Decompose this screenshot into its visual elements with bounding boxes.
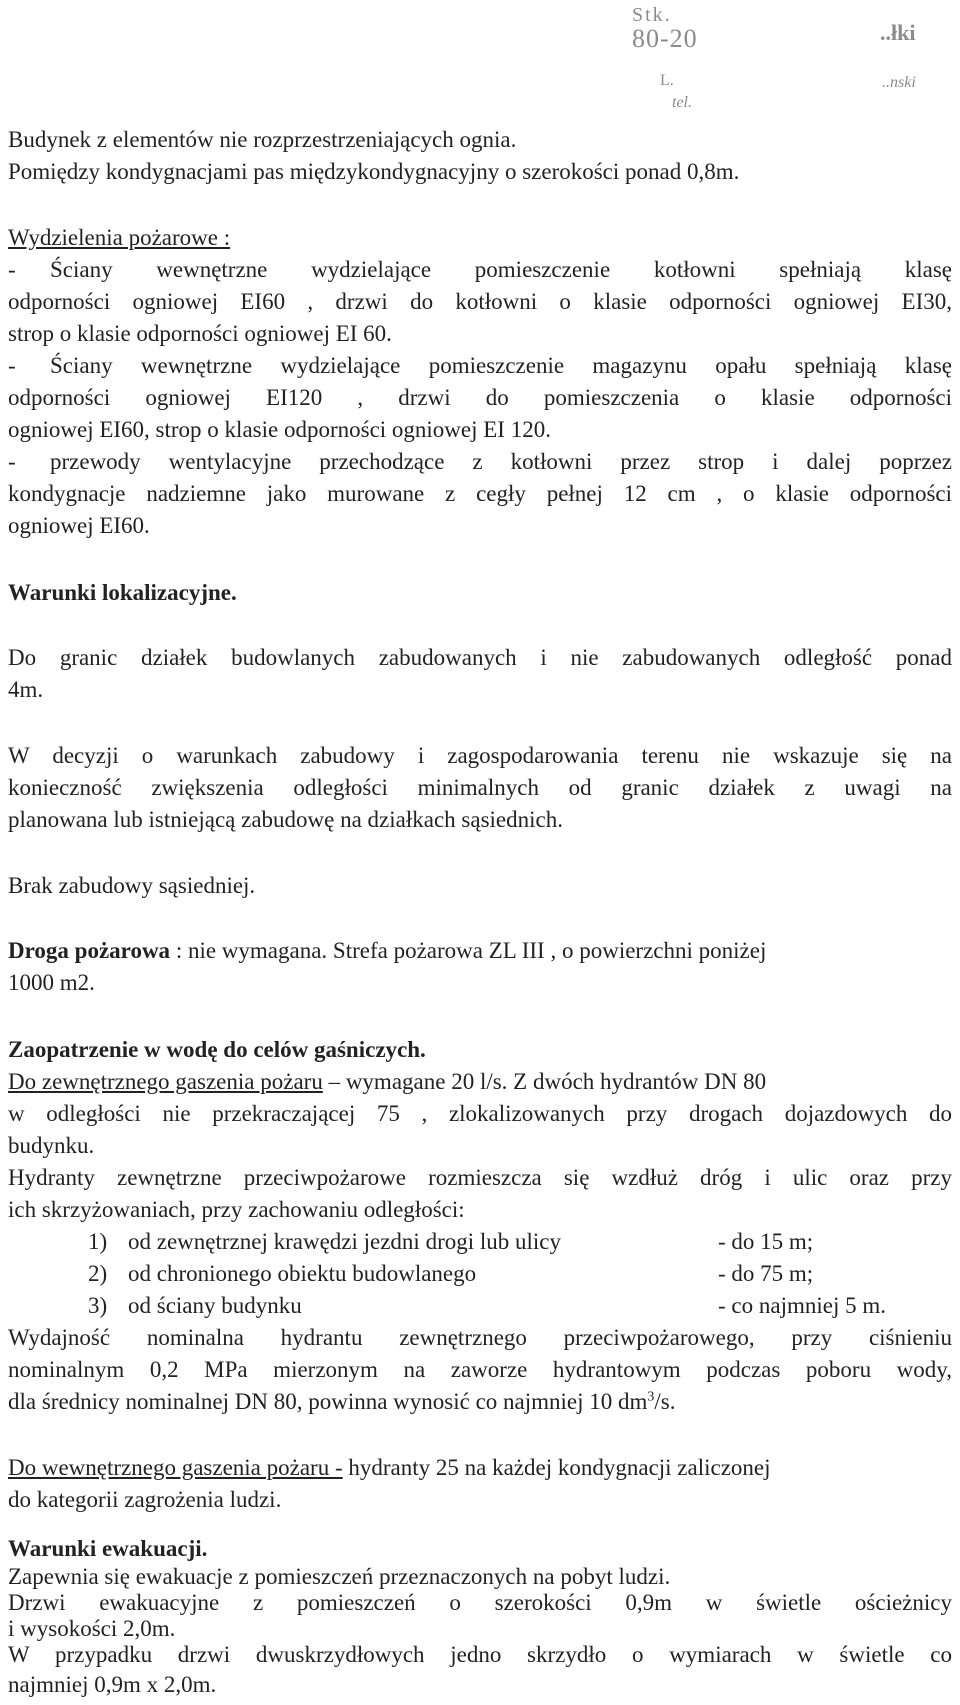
list-item-text: od chronionego obiektu budowlanego [128,1261,477,1286]
stamp-line-2: 80-20 [632,24,698,53]
text-line: Hydranty zewnętrzne przeciwpożarowe rozmieszcza się wzdłuż dróg i ulic oraz przy [8,1165,952,1190]
text-line: i wysokości 2,0m. [8,1616,176,1641]
text-line: 4m. [8,677,44,702]
stamp-line-4: tel. [672,94,692,111]
text-line [8,936,952,966]
text-segment: dla średnicy nominalnej DN 80, powinna wynosić co najmniej 10 dm [8,1389,648,1414]
text-line: budynku. [8,1133,95,1158]
text-line: odporności ogniowej EI60 , drzwi do kotłowni o klasie odporności ogniowej EI30, [8,289,952,314]
text-line: Do granic działek budowlanych zabudowanych i nie zabudowanych odległość ponad [8,645,952,670]
text-line: Ściany wewnętrzne wydzielające pomieszczenie magazynu opału spełniają klasę [50,353,952,378]
zew-text: – wymagane 20 l/s. Z dwóch hydrantów DN 80 [322,1069,767,1094]
stamp-line-1: Stk. [632,4,672,26]
text-line: Zapewnia się ewakuacje z pomieszczeń przeznaczonych na pobyt ludzi. [8,1564,671,1589]
section-heading-ewakuacja: Warunki ewakuacji. [8,1536,208,1561]
text-line: Brak zabudowy sąsiedniej. [8,873,256,898]
company-stamp [620,2,950,127]
text-line: najmniej 0,9m x 2,0m. [8,1672,217,1697]
text-line: 1000 m2. [8,970,95,995]
list-item-num: 2) [88,1261,108,1286]
text-line: nominalnym 0,2 MPa mierzonym na zaworze hydrantowym podczas poboru wody, [8,1357,952,1382]
wew-text: hydranty 25 na każdej kondygnacji zaliczonej [342,1455,771,1480]
list-item-text: od zewnętrznej krawędzi jezdni drogi lub ulicy [128,1229,562,1254]
text-line: konieczność zwiększenia odległości minimalnych od granic działek z uwagi na [8,775,952,800]
list-item-value: - do 75 m; [718,1261,814,1286]
section-heading-wydzielenia: Wydzielenia pożarowe : [8,225,231,250]
text-line [8,1453,952,1483]
text-line: Wydajność nominalna hydrantu zewnętrznego przeciwpożarowego, przy ciśnieniu [8,1325,952,1350]
list-item-value: - do 15 m; [718,1229,814,1254]
superscript: 3 [647,1389,655,1405]
list-item-value: - co najmniej 5 m. [718,1293,886,1318]
droga-text: : nie wymagana. Strefa pożarowa ZL III , o powierzchni poniżej [175,938,767,963]
zew-label: Do zewnętrznego gaszenia pożaru [8,1069,323,1094]
list-item-text: od ściany budynku [128,1293,302,1318]
text-line: odporności ogniowej EI120 , drzwi do pomieszczenia o klasie odporności [8,385,952,410]
text-line: ich skrzyżowaniach, przy zachowaniu odległości: [8,1197,465,1222]
text-line: do kategorii zagrożenia ludzi. [8,1487,282,1512]
text-line: ogniowej EI60. [8,513,150,538]
text-line [8,1067,952,1097]
text-line: W przypadku drzwi dwuskrzydłowych jedno skrzydło o wymiarach w świetle co [8,1642,952,1667]
text-segment: /s. [654,1389,676,1414]
droga-label: Droga pożarowa [8,938,171,963]
section-heading-lokalizacja: Warunki lokalizacyjne. [8,580,237,605]
text-line: strop o klasie odporności ogniowej EI 60. [8,321,392,346]
text-line: kondygnacje nadziemne jako murowane z cegły pełnej 12 cm , o klasie odporności [8,481,952,506]
stamp-line-3: L. [660,72,674,89]
text-line: Ściany wewnętrzne wydzielające pomieszczenie kotłowni spełniają klasę [50,257,952,282]
text-line: przewody wentylacyjne przechodzące z kotłowni przez strop i dalej poprzez [50,449,952,474]
section-heading-woda: Zaopatrzenie w wodę do celów gaśniczych. [8,1037,426,1062]
stamp-right-1: ..łki [880,20,916,45]
text-line: planowana lub istniejącą zabudowę na działkach sąsiednich. [8,807,563,832]
text-line: Drzwi ewakuacyjne z pomieszczeń o szerokości 0,9m w świetle ościeżnicy [8,1590,952,1615]
text-line: Budynek z elementów nie rozprzestrzeniających ognia. [8,127,517,152]
wew-label: Do wewnętrznego gaszenia pożaru - [8,1455,343,1480]
text-line: Pomiędzy kondygnacjami pas międzykondygnacyjny o szerokości ponad 0,8m. [8,159,740,184]
bullet-dash: - [8,353,16,378]
text-line [8,1387,952,1417]
stamp-right-2: ..nski [882,74,916,91]
text-line: W decyzji o warunkach zabudowy i zagospodarowania terenu nie wskazuje się na [8,743,952,768]
list-item-num: 3) [88,1293,108,1318]
bullet-dash: - [8,449,16,474]
text-line: w odległości nie przekraczającej 75 , zlokalizowanych przy drogach dojazdowych do [8,1101,952,1126]
list-item-num: 1) [88,1229,108,1254]
bullet-dash: - [8,257,16,282]
text-line: ogniowej EI60, strop o klasie odporności ogniowej EI 120. [8,417,551,442]
